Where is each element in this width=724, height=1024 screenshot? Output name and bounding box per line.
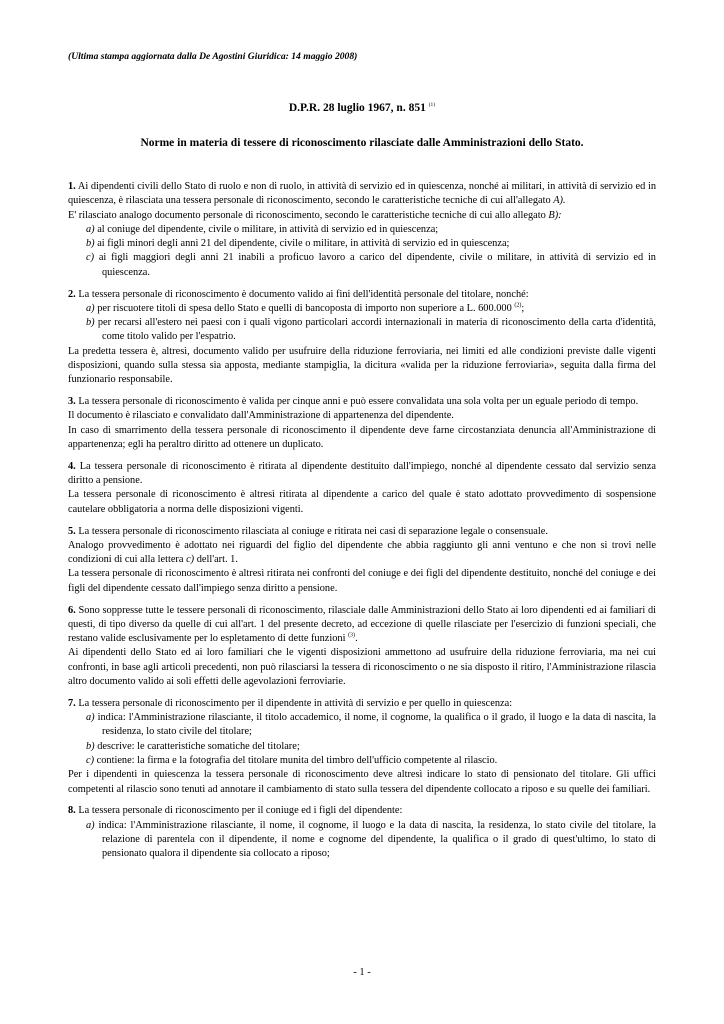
article-number: 3. [68, 396, 76, 408]
article-4 [68, 460, 656, 517]
article-number: 2. [68, 288, 76, 300]
article-number: 1. [68, 181, 76, 192]
list-item: a) indica: l'Amministrazione rilasciante, il titolo accademico, il nome, il cognome, la qualifica o il grado, il luogo e la data di nascita, la residenza, lo stato civile del titolare; [86, 712, 656, 738]
article-paragraph: Ai dipendenti dello Stato ed ai loro familiari che le vigenti disposizioni ammettono ad usufruire della riduzione ferroviaria, ma nei cui confronti, in base agli articoli precedenti, non può rilasciarsi la tessera di riconoscimento o ne sia disposto il ritiro, l'Amministrazione rilascia altro documento valido ai soli effetti delle agevolazioni ferroviarie. [68, 647, 656, 687]
article-paragraph: La tessera personale di riconoscimento è altresì ritirata nei confronti del coniuge e dei figli del dipendente destituito, nonché del coniuge e dei figli del dipendente cessato dall'impiego senza diritto a pensione. [68, 568, 656, 594]
article-8 [68, 804, 656, 861]
article-paragraph: 6. Sono soppresse tutte le tessere personali di riconoscimento, rilasciale dalle Amministrazioni dello Stato ai loro dipendenti ed ai familiari di questi, di tipo diverso da quelle di cui all'art. 1 del presente decreto, ad eccezione di quelle rilasciate per l'esercizio di funzioni speciali, che restano valide esclusivamente per lo espletamento di dette funzioni $^{(3)}$. [68, 604, 656, 645]
list-item: c) contiene: la firma e la fotografia del titolare munita del timbro dell'ufficio competente al rilascio. [86, 754, 498, 766]
article-paragraph: La tessera personale di riconoscimento è altresì ritirata al dipendente a carico del quale è stato adottato provvedimento di sospensione cautelare obbligatoria a norma delle disposizioni vigenti. [68, 489, 656, 515]
title-text: D.P.R. 28 luglio 1967, n. 851 [288, 102, 426, 114]
list-item: b) ai figli minori degli anni 21 del dipendente, civile o militare, in attività di servizio ed in quiescenza; [86, 238, 510, 250]
footnote-ref: (2) [514, 302, 522, 309]
list-item: a) per riscuotere titoli di spesa dello Stato e quelli di bancoposta di importo non superiore a L. 600.000 $^{(2)}$; [86, 302, 525, 314]
article-number: 5. [68, 525, 76, 537]
list-item: b) descrive: le caratteristiche somatiche del titolare; [86, 740, 300, 752]
article-1 [68, 180, 656, 280]
article-7 [68, 697, 656, 797]
article-paragraph: 4. La tessera personale di riconoscimento è ritirata al dipendente destituito dall'impiego, nonché al dipendente cessato dal servizio senza diritto a pensione. [68, 460, 656, 487]
list-item: b) per recarsi all'estero nei paesi con i quali vigono particolari accordi internazionali in materia di riconoscimento della carta d'identità, come titolo valido per l'espatrio. [86, 317, 656, 343]
header-note: (Ultima stampa aggiornata dalla De Agostini Giuridica: 14 maggio 2008) [68, 51, 358, 62]
article-6 [68, 604, 656, 690]
page-number: - 1 - [353, 967, 371, 978]
list-item: c) ai figli maggiori degli anni 21 inabili a proficuo lavoro a carico del dipendente, civile o militare, in attività di servizio ed in quiescenza. [86, 252, 656, 278]
article-3 [68, 395, 656, 452]
article-paragraph: Per i dipendenti in quiescenza la tessera personale di riconoscimento deve altresì indicare lo stato di pensionato del titolare. Gli uffici competenti al rilascio sono tenuti ad annotare il cambiamento di stato sulla tessera del dipendente collocato a riposo e su quelle dei familiari. [68, 769, 656, 795]
article-number: 4. [68, 460, 76, 472]
article-5 [68, 525, 656, 596]
title-footnote-ref: (1) [428, 102, 436, 109]
list-item: a) al coniuge del dipendente, civile o militare, in attività di servizio ed in quiescenza; [86, 223, 439, 235]
page-title [0, 102, 724, 114]
article-paragraph: 8. La tessera personale di riconoscimento per il coniuge ed i figli del dipendente: [68, 805, 403, 817]
article-paragraph: 7. La tessera personale di riconoscimento per il dipendente in attività di servizio e per quello in quiescenza: [68, 697, 513, 709]
article-paragraph: In caso di smarrimento della tessera personale di riconoscimento il dipendente deve farne circostanziata denuncia all'Amministrazione di appartenenza; egli ha peraltro diritto ad ottenere un duplicato. [68, 424, 656, 451]
article-paragraph: Il documento è rilasciato e convalidato dall'Amministrazione di appartenenza del dipendente. [68, 410, 454, 422]
article-paragraph: 5. La tessera personale di riconoscimento rilasciata al coniuge e ritirata nei casi di separazione legale o consensuale. [68, 525, 548, 537]
article-number: 8. [68, 805, 76, 817]
article-2 [68, 288, 656, 388]
article-paragraph: Analogo provvedimento è adottato nei riguardi del figlio del dipendente che abbia raggiunto gli anni ventuno e che non si trovi nelle condizioni di cui alla lettera c) dell'art. 1. [68, 539, 656, 566]
document-body [68, 180, 656, 869]
article-paragraph: 2. La tessera personale di riconoscimento è documento valido ai fini dell'identità personale del titolare, nonché: [68, 288, 529, 300]
footnote-ref: (3) [348, 632, 356, 639]
article-number: 6. [68, 604, 76, 616]
article-paragraph: 3. La tessera personale di riconoscimento è valida per cinque anni e può essere convalidata una sola volta per un eguale periodo di tempo. [68, 396, 639, 408]
article-number: 7. [68, 697, 76, 709]
page-subtitle: Norme in materia di tessere di riconoscimento rilasciate dalle Amministrazioni dello Stato. [140, 137, 584, 149]
list-item: a) indica: l'Amministrazione rilasciante, il nome, il cognome, il luogo e la data di nascita, la residenza, lo stato civile del titolare, la relazione di parentela con il dipendente, il nome e cognome del dipendente, la qualifica o il grado di quest'ultimo, lo stato di pensionato qualora il dipendente sia collocato a riposo; [86, 819, 656, 860]
article-paragraph: 1. Ai dipendenti civili dello Stato di ruolo e non di ruolo, in attività di servizio ed in quiescenza, nonché ai militari, in attività di servizio ed in quiescenza, è rilasciata una tessera personale di riconoscimento, secondo le caratteristiche tecniche di cui all'allegato A). [68, 181, 656, 207]
article-paragraph: La predetta tessera è, altresì, documento valido per usufruire della riduzione ferroviaria, nei limiti ed alle condizioni previste dalle vigenti disposizioni, quando sulla stessa sia apposta, mediante stampiglia, la dicitura «valida per la riduzione ferroviaria», seguita dalla firma del funzionario responsabile. [68, 345, 656, 386]
article-paragraph: E' rilasciato analogo documento personale di riconoscimento, secondo le caratteristiche tecniche di cui allo allegato B): [68, 209, 562, 221]
